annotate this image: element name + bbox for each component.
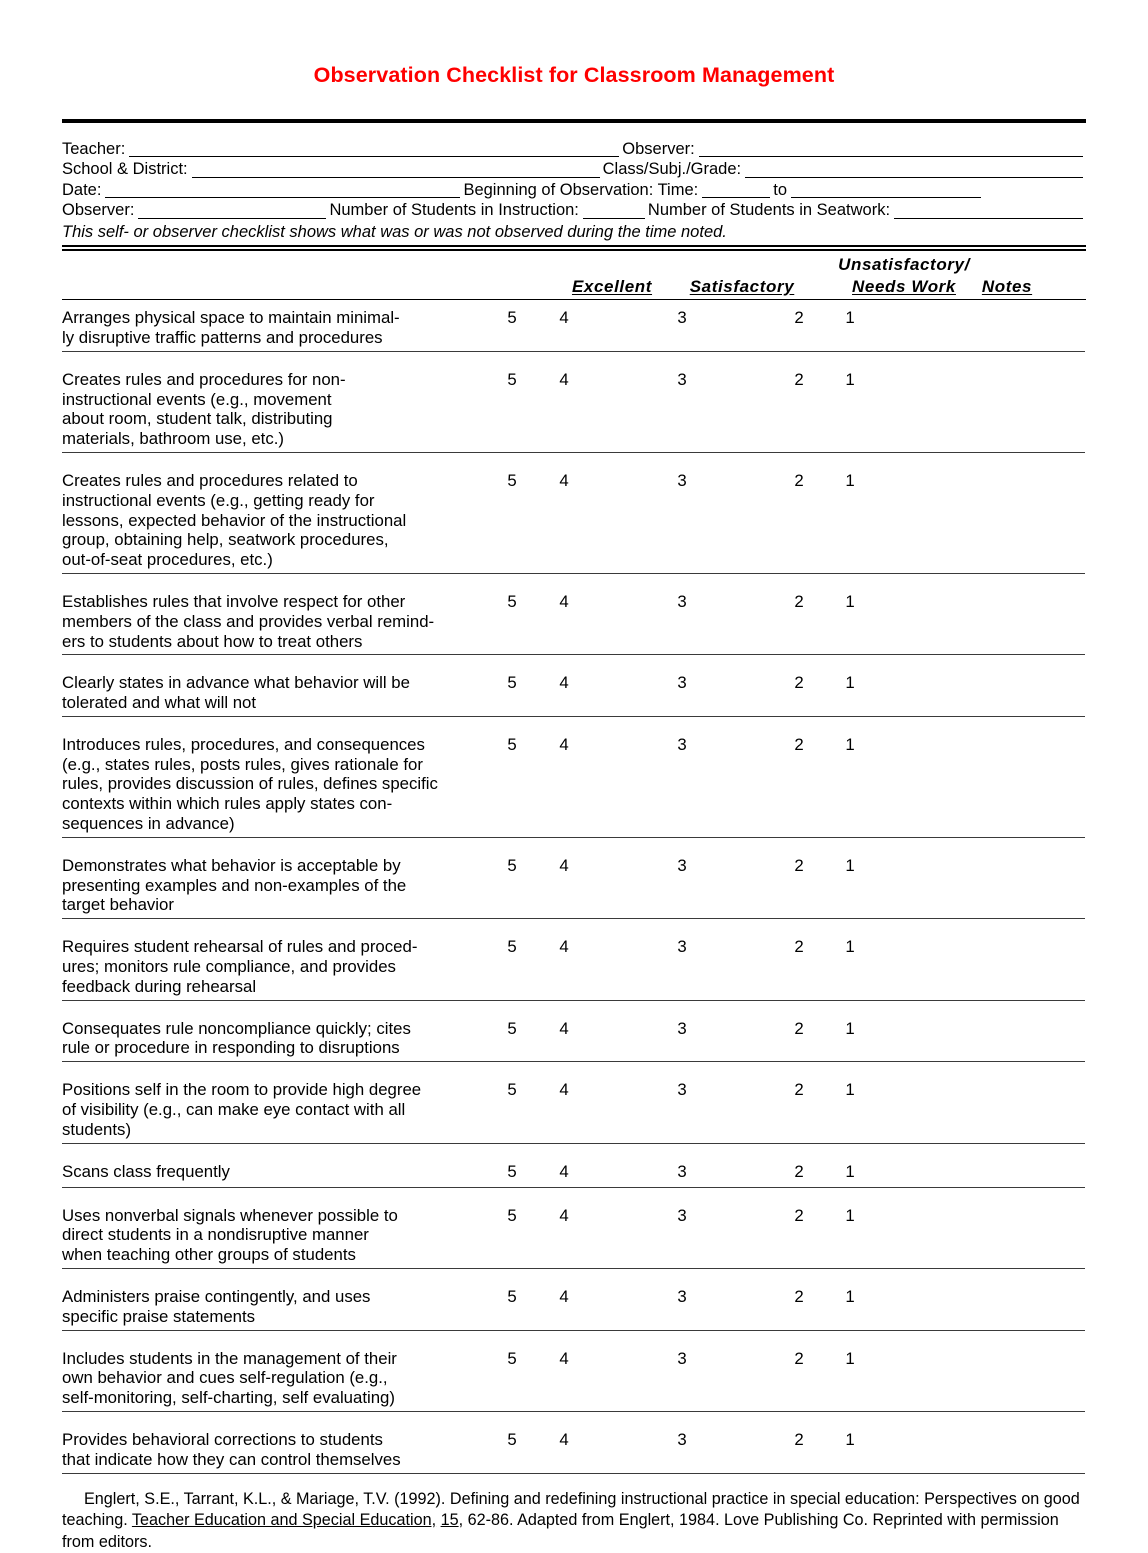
rating-scale bbox=[62, 1430, 1086, 1450]
checklist-row-content bbox=[62, 1080, 1086, 1139]
rating-option-5[interactable]: 5 bbox=[507, 937, 517, 957]
checklist-row-content bbox=[62, 1287, 1086, 1327]
time-end-input[interactable] bbox=[791, 182, 981, 198]
column-headers bbox=[62, 251, 1086, 299]
rating-option-3[interactable]: 3 bbox=[677, 591, 687, 611]
beginning-observation-label: Beginning of Observation: Time: bbox=[463, 180, 699, 199]
rating-option-1[interactable]: 1 bbox=[845, 855, 855, 875]
checklist-item-label: Includes students in the management of their own behavior and cues self-regulation (e.g., self-monitoring, self-charting, self evaluating) bbox=[62, 1348, 397, 1408]
column-header-notes: Notes bbox=[981, 276, 1033, 296]
checklist-row bbox=[62, 463, 1086, 584]
checklist-row-content bbox=[62, 370, 1086, 449]
row-spacer bbox=[62, 1188, 1086, 1198]
checklist-row-content bbox=[62, 1162, 1086, 1184]
rating-option-3[interactable]: 3 bbox=[677, 1080, 687, 1100]
observer-label: Observer: bbox=[622, 139, 695, 158]
checklist-row bbox=[62, 1072, 1086, 1153]
checklist-item-label: Administers praise contingently, and uses specific praise statements bbox=[62, 1287, 371, 1326]
rating-scale bbox=[62, 735, 1086, 755]
date-input[interactable] bbox=[105, 182, 460, 198]
citation-part2: , 62-86. Adapted from Englert, 1984. Love Publishing Co. Reprinted with permission from editors. bbox=[62, 1511, 1059, 1551]
rating-option-1[interactable]: 1 bbox=[845, 1080, 855, 1100]
rating-option-5[interactable]: 5 bbox=[507, 1018, 517, 1038]
checklist-row bbox=[62, 1154, 1086, 1198]
checklist-row-content bbox=[62, 308, 1086, 348]
checklist-note: This self- or observer checklist shows what was or was not observed during the time noted. bbox=[62, 222, 727, 241]
rating-option-4[interactable]: 4 bbox=[559, 1430, 569, 1450]
rating-option-5[interactable]: 5 bbox=[507, 734, 517, 754]
rating-option-5[interactable]: 5 bbox=[507, 1348, 517, 1368]
row-spacer bbox=[62, 717, 1086, 727]
students-seatwork-input[interactable] bbox=[894, 203, 1083, 219]
rating-option-4[interactable]: 4 bbox=[559, 591, 569, 611]
page-title: Observation Checklist for Classroom Management bbox=[313, 63, 835, 87]
checklist-item-label: Demonstrates what behavior is acceptable by presenting examples and non-examples of the target behavior bbox=[62, 855, 407, 915]
rating-option-4[interactable]: 4 bbox=[559, 1205, 569, 1225]
row-spacer bbox=[62, 1001, 1086, 1011]
row-spacer bbox=[62, 1412, 1086, 1422]
observer2-input[interactable] bbox=[138, 203, 326, 219]
rating-option-4[interactable]: 4 bbox=[559, 1161, 569, 1181]
students-instruction-label: Number of Students in Instruction: bbox=[329, 201, 579, 220]
checklist-item-label: Uses nonverbal signals whenever possible to direct students in a nondisruptive manner when teaching other groups of students bbox=[62, 1205, 398, 1265]
rating-option-4[interactable]: 4 bbox=[559, 855, 569, 875]
rating-option-4[interactable]: 4 bbox=[559, 734, 569, 754]
observer-input[interactable] bbox=[699, 141, 1083, 157]
rating-option-2[interactable]: 2 bbox=[794, 1430, 804, 1450]
rating-option-2[interactable]: 2 bbox=[794, 734, 804, 754]
citation-part1: Englert, S.E., Tarrant, K.L., & Mariage, T.V. (1992). Defining and redefining instructional practice in special education: Perspectives on good teaching. bbox=[62, 1489, 1080, 1530]
class-subj-grade-label: Class/Subj./Grade: bbox=[602, 160, 742, 179]
rating-option-3[interactable]: 3 bbox=[677, 855, 687, 875]
rating-option-2[interactable]: 2 bbox=[794, 591, 804, 611]
observer2-label: Observer: bbox=[62, 201, 135, 220]
row-spacer bbox=[62, 1331, 1086, 1341]
checklist-sheet bbox=[62, 0, 1086, 1553]
citation-volume: 15 bbox=[440, 1511, 459, 1530]
rating-option-4[interactable]: 4 bbox=[559, 673, 569, 693]
class-subj-grade-input[interactable] bbox=[745, 162, 1083, 178]
rating-option-5[interactable]: 5 bbox=[507, 1080, 517, 1100]
rating-option-2[interactable]: 2 bbox=[794, 1348, 804, 1368]
rating-scale bbox=[62, 1080, 1086, 1100]
rating-option-2[interactable]: 2 bbox=[794, 1161, 804, 1181]
time-start-input[interactable] bbox=[702, 182, 770, 198]
checklist-item-label: Provides behavioral corrections to students that indicate how they can control themselves bbox=[62, 1430, 401, 1469]
rating-option-2[interactable]: 2 bbox=[794, 1287, 804, 1307]
rating-option-2[interactable]: 2 bbox=[794, 369, 804, 389]
checklist-row-content bbox=[62, 735, 1086, 834]
checklist-row bbox=[62, 665, 1086, 727]
checklist-row bbox=[62, 1422, 1086, 1484]
rating-option-4[interactable]: 4 bbox=[559, 1348, 569, 1368]
rating-option-2[interactable]: 2 bbox=[794, 1080, 804, 1100]
date-label: Date: bbox=[62, 180, 102, 199]
rating-option-5[interactable]: 5 bbox=[507, 673, 517, 693]
rating-option-2[interactable]: 2 bbox=[794, 308, 804, 328]
checklist-row bbox=[62, 1341, 1086, 1422]
rating-option-1[interactable]: 1 bbox=[845, 369, 855, 389]
rating-option-3[interactable]: 3 bbox=[677, 369, 687, 389]
checklist-row bbox=[62, 584, 1086, 665]
citation-journal: Teacher Education and Special Education, bbox=[131, 1511, 437, 1530]
rating-option-1[interactable]: 1 bbox=[845, 673, 855, 693]
checklist-item-label: Introduces rules, procedures, and consequences (e.g., states rules, posts rules, gives rationale for rules, provides discussion of rules, defines specific contexts within which rules apply states con- sequences in advance) bbox=[62, 734, 438, 834]
checklist-row-content bbox=[62, 1349, 1086, 1408]
checklist-row-content bbox=[62, 592, 1086, 651]
to-label: to bbox=[773, 180, 787, 199]
row-spacer bbox=[62, 352, 1086, 362]
rating-scale bbox=[62, 471, 1086, 491]
rating-option-4[interactable]: 4 bbox=[559, 1287, 569, 1307]
checklist-row-content bbox=[62, 1019, 1086, 1059]
rating-option-5[interactable]: 5 bbox=[507, 855, 517, 875]
row-spacer bbox=[62, 453, 1086, 463]
column-header-unsatisfactory-line1: Unsatisfactory/ bbox=[838, 254, 970, 274]
title-divider bbox=[62, 119, 1086, 123]
rating-scale bbox=[62, 856, 1086, 876]
rating-option-1[interactable]: 1 bbox=[845, 1348, 855, 1368]
rating-option-3[interactable]: 3 bbox=[677, 937, 687, 957]
rating-scale bbox=[62, 308, 1086, 328]
checklist-row bbox=[62, 848, 1086, 929]
rating-option-4[interactable]: 4 bbox=[559, 308, 569, 328]
rating-option-1[interactable]: 1 bbox=[845, 1161, 855, 1181]
rating-option-3[interactable]: 3 bbox=[677, 1348, 687, 1368]
checklist-row-content bbox=[62, 1206, 1086, 1265]
school-district-input[interactable] bbox=[192, 162, 600, 178]
checklist-item-label: Requires student rehearsal of rules and proced- ures; monitors rule compliance, and provides feedback during rehearsal bbox=[62, 937, 418, 996]
rating-option-4[interactable]: 4 bbox=[559, 1018, 569, 1038]
teacher-input[interactable] bbox=[129, 141, 619, 157]
checklist-item-label: Creates rules and procedures related to instructional events (e.g., getting ready for lessons, expected behavior of the instructional group, obtaining help, seatwork procedures, out-of-seat procedures, etc.) bbox=[62, 470, 407, 570]
students-instruction-input[interactable] bbox=[583, 203, 645, 219]
rating-option-2[interactable]: 2 bbox=[794, 1205, 804, 1225]
checklist-item-label: Clearly states in advance what behavior will be tolerated and what will not bbox=[62, 673, 410, 713]
rating-option-1[interactable]: 1 bbox=[845, 1287, 855, 1307]
checklist-row-content bbox=[62, 471, 1086, 570]
checklist-row-content bbox=[62, 673, 1086, 713]
rating-option-3[interactable]: 3 bbox=[677, 1205, 687, 1225]
rating-scale bbox=[62, 1019, 1086, 1039]
checklist-row bbox=[62, 727, 1086, 848]
teacher-label: Teacher: bbox=[62, 139, 126, 158]
rating-option-1[interactable]: 1 bbox=[845, 470, 855, 490]
rating-scale bbox=[62, 1206, 1086, 1226]
school-district-label: School & District: bbox=[62, 160, 188, 179]
checklist-row bbox=[62, 300, 1086, 362]
rating-option-2[interactable]: 2 bbox=[794, 470, 804, 490]
rating-option-5[interactable]: 5 bbox=[507, 1161, 517, 1181]
checklist-item-label: Positions self in the room to provide high degree of visibility (e.g., can make eye contact with all students) bbox=[62, 1080, 422, 1139]
rating-option-2[interactable]: 2 bbox=[794, 673, 804, 693]
rating-option-5[interactable]: 5 bbox=[507, 1205, 517, 1225]
checklist-row bbox=[62, 929, 1086, 1010]
checklist-item-label: Establishes rules that involve respect for other members of the class and provides verbal remind- ers to students about how to treat others bbox=[62, 591, 435, 651]
column-header-excellent: Excellent bbox=[571, 276, 653, 296]
column-header-satisfactory: Satisfactory bbox=[689, 276, 795, 296]
row-spacer bbox=[62, 655, 1086, 665]
row-spacer bbox=[62, 1062, 1086, 1072]
rating-option-1[interactable]: 1 bbox=[845, 1018, 855, 1038]
rating-option-3[interactable]: 3 bbox=[677, 470, 687, 490]
rating-option-4[interactable]: 4 bbox=[559, 470, 569, 490]
rating-option-4[interactable]: 4 bbox=[559, 369, 569, 389]
rating-option-3[interactable]: 3 bbox=[677, 1018, 687, 1038]
checklist-row-content bbox=[62, 1430, 1086, 1470]
rating-option-1[interactable]: 1 bbox=[845, 1205, 855, 1225]
citation bbox=[62, 1489, 1086, 1553]
row-spacer bbox=[62, 1269, 1086, 1279]
rating-option-2[interactable]: 2 bbox=[794, 1018, 804, 1038]
field-row-observer-counts bbox=[62, 200, 1086, 221]
checklist-row-content bbox=[62, 856, 1086, 915]
rating-option-1[interactable]: 1 bbox=[845, 1430, 855, 1450]
checklist-item-label: Arranges physical space to maintain minimal- ly disruptive traffic patterns and procedures bbox=[62, 308, 400, 347]
field-row-school-class bbox=[62, 159, 1086, 180]
rating-option-4[interactable]: 4 bbox=[559, 1080, 569, 1100]
checklist-row-content bbox=[62, 937, 1086, 996]
rating-scale bbox=[62, 370, 1086, 390]
checklist-row bbox=[62, 1279, 1086, 1341]
rating-scale bbox=[62, 1287, 1086, 1307]
rating-option-5[interactable]: 5 bbox=[507, 470, 517, 490]
rating-scale bbox=[62, 592, 1086, 612]
row-spacer bbox=[62, 919, 1086, 929]
checklist-row bbox=[62, 362, 1086, 463]
checklist-row bbox=[62, 1011, 1086, 1073]
checklist-item-label: Scans class frequently bbox=[62, 1161, 230, 1181]
rating-option-5[interactable]: 5 bbox=[507, 591, 517, 611]
checklist-item-label: Consequates rule noncompliance quickly; cites rule or procedure in responding to disruptions bbox=[62, 1018, 411, 1058]
rating-option-1[interactable]: 1 bbox=[845, 937, 855, 957]
rating-option-4[interactable]: 4 bbox=[559, 937, 569, 957]
row-spacer bbox=[62, 1144, 1086, 1154]
students-seatwork-label: Number of Students in Seatwork: bbox=[647, 201, 891, 220]
checklist-row bbox=[62, 1198, 1086, 1279]
rating-option-1[interactable]: 1 bbox=[845, 591, 855, 611]
rating-option-5[interactable]: 5 bbox=[507, 1430, 517, 1450]
field-row-teacher-observer bbox=[62, 139, 1086, 160]
rating-option-3[interactable]: 3 bbox=[677, 308, 687, 328]
rating-scale bbox=[62, 1349, 1086, 1369]
rating-scale bbox=[62, 1162, 1086, 1182]
rating-option-2[interactable]: 2 bbox=[794, 855, 804, 875]
checklist-rows bbox=[62, 300, 1086, 1483]
checklist-item-label: Creates rules and procedures for non- instructional events (e.g., movement about room, student talk, distributing materials, bathroom use, etc.) bbox=[62, 369, 346, 449]
row-spacer bbox=[62, 1474, 1086, 1484]
rating-option-5[interactable]: 5 bbox=[507, 369, 517, 389]
rating-option-5[interactable]: 5 bbox=[507, 1287, 517, 1307]
rating-scale bbox=[62, 673, 1086, 693]
rating-option-5[interactable]: 5 bbox=[507, 308, 517, 328]
rating-option-3[interactable]: 3 bbox=[677, 734, 687, 754]
rating-option-2[interactable]: 2 bbox=[794, 937, 804, 957]
row-spacer bbox=[62, 838, 1086, 848]
rating-option-3[interactable]: 3 bbox=[677, 1287, 687, 1307]
row-spacer bbox=[62, 574, 1086, 584]
rating-option-3[interactable]: 3 bbox=[677, 1161, 687, 1181]
rating-option-3[interactable]: 3 bbox=[677, 1430, 687, 1450]
rating-scale bbox=[62, 937, 1086, 957]
rating-option-1[interactable]: 1 bbox=[845, 734, 855, 754]
rating-option-1[interactable]: 1 bbox=[845, 308, 855, 328]
header-fields bbox=[62, 139, 1086, 243]
column-header-needs-work: Needs Work bbox=[852, 276, 956, 296]
field-row-date-time bbox=[62, 180, 1086, 201]
rating-option-3[interactable]: 3 bbox=[677, 673, 687, 693]
